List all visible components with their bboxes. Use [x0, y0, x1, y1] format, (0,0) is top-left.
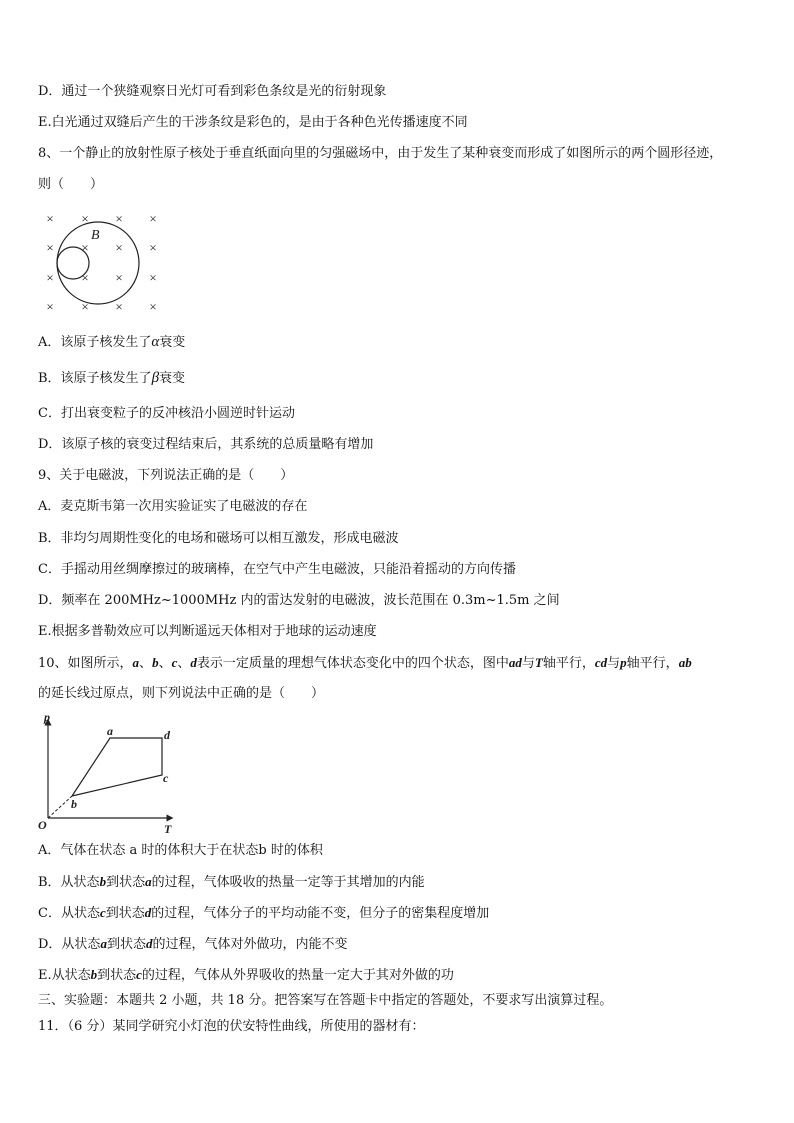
- q10-option-a: A．气体在状态 a 时的体积大于在状态b 时的体积: [38, 843, 323, 858]
- point-label-a: a: [107, 724, 113, 738]
- field-mark: ×: [81, 211, 89, 226]
- origin-label: O: [38, 818, 47, 832]
- section-3-heading: 三、实验题：本题共 2 小题，共 18 分。把答案写在答题卡中指定的答题处，不要求写出演算过程。: [38, 993, 613, 1008]
- q10-option-d: D．从状态a到状态d的过程，气体对外做功，内能不变: [38, 936, 348, 952]
- q8-option-a: A．该原子核发生了α衰变: [38, 334, 186, 350]
- field-mark: ×: [46, 240, 54, 255]
- q10-stem-line1: 10、如图所示，a、b、c、d表示一定质量的理想气体状态变化中的四个状态，图中ad与T轴平行，cd与p轴平行，ab: [38, 655, 692, 671]
- q9-option-e: E.根据多普勒效应可以判断遥远天体相对于地球的运动速度: [38, 624, 377, 639]
- q8-stem-line2: 则（ ）: [38, 177, 104, 192]
- field-mark: ×: [81, 240, 89, 255]
- q8-option-d: D．该原子核的衰变过程结束后，其系统的总质量略有增加: [38, 437, 374, 452]
- q9-option-a: A．麦克斯韦第一次用实验证实了电磁波的存在: [38, 499, 308, 514]
- q8-option-c: C．打出衰变粒子的反冲核沿小圆逆时针运动: [38, 406, 295, 421]
- q9-option-c: C．手摇动用丝绸摩擦过的玻璃棒，在空气中产生电磁波，只能沿着摇动的方向传播: [38, 562, 516, 577]
- ab-extension-dashed: [48, 796, 72, 818]
- q9-stem: 9、关于电磁波，下列说法正确的是（ ）: [38, 468, 294, 483]
- field-mark: ×: [115, 211, 123, 226]
- q9-option-d: D．频率在 200MHz~1000MHz 内的雷达发射的电磁波，波长范围在 0.3m~1.5m 之间: [38, 593, 560, 608]
- field-mark: ×: [149, 240, 157, 255]
- field-mark: ×: [149, 211, 157, 226]
- q10-option-b: B．从状态b到状态a的过程，气体吸收的热量一定等于其增加的内能: [38, 874, 425, 890]
- state-path: [72, 738, 162, 796]
- q8-option-b: B．该原子核发生了β衰变: [38, 370, 186, 386]
- point-label-d: d: [164, 728, 170, 742]
- q8-magnetic-field-figure: [38, 205, 168, 317]
- field-mark: ×: [81, 299, 89, 314]
- q10-option-e: E.从状态b到状态c的过程，气体从外界吸收的热量一定大于其对外做的功: [38, 967, 454, 983]
- point-label-c: c: [163, 771, 169, 785]
- q10-stem-line2: 的延长线过原点，则下列说法中正确的是（ ）: [38, 686, 325, 701]
- field-mark: ×: [46, 299, 54, 314]
- field-mark: ×: [81, 270, 89, 285]
- q10-option-c: C．从状态c到状态d的过程，气体分子的平均动能不变，但分子的密集程度增加: [38, 905, 490, 921]
- q11-stem: 11．（6 分）某同学研究小灯泡的伏安特性曲线，所使用的器材有：: [38, 1019, 425, 1034]
- field-mark: ×: [115, 240, 123, 255]
- field-mark: ×: [149, 270, 157, 285]
- q9-option-b: B．非均匀周期性变化的电场和磁场可以相互激发，形成电磁波: [38, 531, 399, 546]
- field-mark: ×: [46, 270, 54, 285]
- q7-option-d: D．通过一个狭缝观察日光灯可看到彩色条纹是光的衍射现象: [38, 84, 387, 99]
- axis-label-p: p: [44, 712, 50, 724]
- q10-pt-diagram: [38, 712, 178, 836]
- field-mark: ×: [149, 299, 157, 314]
- field-mark: ×: [46, 211, 54, 226]
- q8-stem-line1: 8、一个静止的放射性原子核处于垂直纸面向里的匀强磁场中，由于发生了某种衰变而形成了如图所示的两个圆形径迹，: [38, 146, 723, 161]
- field-mark: ×: [115, 270, 123, 285]
- point-label-b: b: [71, 797, 77, 811]
- small-track-circle: [57, 247, 89, 279]
- field-mark: ×: [115, 299, 123, 314]
- field-label-b: B: [91, 228, 100, 243]
- q7-option-e: E.白光通过双缝后产生的干涉条纹是彩色的，是由于各种色光传播速度不同: [38, 115, 468, 130]
- axis-label-t: T: [164, 822, 172, 836]
